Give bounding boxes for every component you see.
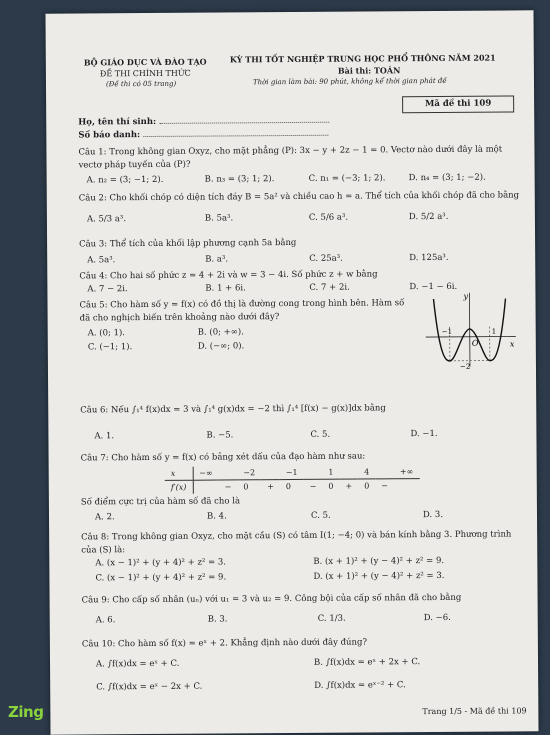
q5-stem2: đã cho nghịch biến trên khoảng nào dưới đây? bbox=[80, 312, 280, 323]
q4-option-c: C. 7 + 2i. bbox=[309, 283, 349, 293]
q9-option-d: D. −6. bbox=[424, 613, 451, 623]
q3-option-c: C. 25a³. bbox=[309, 254, 343, 264]
q10-option-c: C. ∫f(x)dx = eˣ − 2x + C. bbox=[96, 682, 202, 693]
q8-option-b: B. (x + 1)² + (y − 4)² + z² = 9. bbox=[313, 556, 444, 567]
q1-option-c: C. n₁ = (−3; 1; 2). bbox=[309, 173, 386, 184]
q7-sign-table bbox=[165, 465, 420, 494]
sign-cell: −1 bbox=[280, 466, 304, 480]
sign-cell: 0 bbox=[280, 479, 304, 493]
name-line bbox=[159, 122, 329, 124]
ministry: BỘ GIÁO DỤC VÀ ĐÀO TẠO bbox=[84, 57, 207, 68]
q8-option-d: D. (x + 1)² + (y − 4)² + z² = 3. bbox=[313, 571, 444, 582]
graph-origin-label: O bbox=[472, 339, 479, 348]
graph-tick-1: 1 bbox=[492, 328, 497, 336]
sign-cell: 0 bbox=[237, 480, 261, 494]
q9-option-b: B. 3. bbox=[208, 614, 228, 624]
q10-option-a: A. ∫f(x)dx = eˣ + C. bbox=[96, 659, 179, 670]
sign-cell: 1 bbox=[322, 466, 339, 480]
q1-option-b: B. n₃ = (3; 1; 2). bbox=[205, 174, 275, 184]
q2-option-a: A. 5/3 a³. bbox=[87, 214, 126, 224]
q2-stem: Câu 2: Cho khối chóp có diện tích đáy B = 5a² và chiều cao h = a. Thể tích của khối chóp đã cho bằng bbox=[79, 190, 519, 203]
q5-option-a: A. (0; 1). bbox=[88, 328, 125, 338]
q9-option-c: C. 1/3. bbox=[318, 614, 346, 624]
q1-option-a: A. n₂ = (3; −1; 2). bbox=[87, 175, 164, 186]
q7-option-b: B. 4. bbox=[207, 511, 227, 521]
sign-cell: x bbox=[165, 467, 193, 481]
official-label: ĐỀ THI CHÍNH THỨC bbox=[100, 69, 191, 79]
q7-stem2: Số điểm cực trị của hàm số đã cho là bbox=[81, 496, 240, 507]
graph-tick-minus2: −2 bbox=[460, 363, 470, 371]
q6-option-b: B. −5. bbox=[206, 430, 233, 440]
q1-stem: Câu 1: Trong không gian Oxyz, cho mặt phẳng (P): 3x − y + 2z − 1 = 0. Vectơ nào dưới đây là một bbox=[78, 145, 502, 158]
sign-cell: − bbox=[219, 480, 238, 494]
sign-cell: 4 bbox=[358, 465, 375, 479]
graph-y-label: y bbox=[462, 292, 468, 301]
sign-cell: +∞ bbox=[394, 465, 419, 479]
q4-stem: Câu 4: Cho hai số phức z = 4 + 2i và w = 3 − 4i. Số phức z + w bằng bbox=[79, 269, 377, 281]
exam-page bbox=[45, 10, 538, 734]
sign-cell: −∞ bbox=[193, 467, 219, 481]
q2-option-d: D. 5/2 a³. bbox=[409, 212, 449, 222]
q5-option-d: D. (−∞; 0). bbox=[198, 341, 245, 351]
q2-option-b: B. 5a³. bbox=[205, 213, 233, 223]
q10-stem: Câu 10: Cho hàm số f(x) = eˣ + 2. Khẳng định nào dưới đây đúng? bbox=[82, 637, 367, 649]
q7-option-d: D. 3. bbox=[423, 510, 443, 520]
sign-cell: −2 bbox=[237, 466, 261, 480]
q8-option-c: C. (x − 1)² + (y + 4)² + z² = 9. bbox=[95, 572, 226, 583]
exam-title: KỲ THI TỐT NGHIỆP TRUNG HỌC PHỔ THÔNG NĂM 2021 bbox=[230, 53, 496, 65]
q10-option-b: B. ∫f(x)dx = eˣ + 2x + C. bbox=[314, 657, 420, 668]
q1-stem2: vectơ pháp tuyến của (P)? bbox=[79, 160, 191, 171]
sign-cell: 0 bbox=[358, 479, 375, 493]
sign-cell: + bbox=[339, 479, 358, 493]
sign-cell: − bbox=[304, 479, 323, 493]
q7-stem: Câu 7: Cho hàm số y = f(x) có bảng xét dấu của đạo hàm như sau: bbox=[81, 451, 366, 463]
q5-stem: Câu 5: Cho hàm số y = f(x) có đồ thị là đường cong trong hình bên. Hàm số bbox=[79, 298, 404, 310]
q4-option-b: B. 1 + 6i. bbox=[205, 283, 245, 293]
graph-x-label: x bbox=[510, 339, 515, 348]
sign-cell: f′(x) bbox=[165, 480, 193, 494]
subject: Bài thi: TOÁN bbox=[338, 65, 401, 75]
sign-cell: − bbox=[375, 479, 394, 493]
q2-option-c: C. 5/6 a³. bbox=[309, 213, 348, 223]
q4-option-a: A. 7 − 2i. bbox=[87, 284, 127, 294]
q3-option-b: B. a³. bbox=[205, 254, 228, 264]
graph-y-axis bbox=[469, 293, 470, 367]
page-footer: Trang 1/5 - Mã đề thi 109 bbox=[422, 706, 526, 716]
q9-stem: Câu 9: Cho cấp số nhân (uₙ) với u₁ = 3 và u₂ = 9. Công bội của cấp số nhân đã cho bằng bbox=[82, 593, 462, 606]
q6-option-a: A. 1. bbox=[94, 431, 114, 441]
q1-option-d: D. n₄ = (3; 1; −2). bbox=[409, 173, 486, 184]
q9-option-a: A. 6. bbox=[96, 615, 116, 625]
id-field bbox=[78, 129, 328, 141]
pages-note: (Đề thi có 05 trang) bbox=[106, 80, 176, 88]
q6-option-d: D. −1. bbox=[410, 429, 437, 439]
name-field bbox=[78, 116, 329, 128]
exam-code: Mã đề thi 109 bbox=[402, 95, 514, 113]
q7-option-c: C. 5. bbox=[311, 511, 331, 521]
q8-option-a: A. (x − 1)² + (y + 4)² + z² = 3. bbox=[95, 557, 226, 568]
name-label: Họ, tên thí sinh: bbox=[78, 117, 156, 128]
sign-table-row-f bbox=[165, 479, 420, 494]
q3-option-d: D. 125a³. bbox=[409, 253, 448, 263]
q6-stem: Câu 6: Nếu ∫₁⁴ f(x)dx = 3 và ∫₁⁴ g(x)dx = −2 thì ∫₁⁴ [f(x) − g(x)]dx bằng bbox=[80, 403, 386, 415]
q5-option-c: C. (−1; 1). bbox=[88, 342, 133, 352]
q5-option-b: B. (0; +∞). bbox=[198, 327, 244, 337]
sign-cell: + bbox=[261, 480, 280, 494]
id-label: Số báo danh: bbox=[78, 130, 140, 140]
id-line bbox=[143, 135, 328, 137]
q8-stem2: của (S) là: bbox=[81, 545, 125, 555]
q6-option-c: C. 5. bbox=[310, 430, 330, 440]
q4-option-d: D. −1 − 6i. bbox=[409, 282, 457, 292]
q3-stem: Câu 3: Thể tích của khối lập phương cạnh 5a bằng bbox=[79, 238, 296, 250]
q7-option-a: A. 2. bbox=[95, 512, 115, 522]
q10-option-d: D. ∫f(x)dx = eˣ⁻² + C. bbox=[314, 680, 406, 691]
time-note: Thời gian làm bài: 90 phút, không kể thời gian phát đề bbox=[253, 77, 447, 86]
q5-graph bbox=[419, 288, 520, 371]
graph-tick-minus1: −1 bbox=[442, 328, 452, 336]
sign-cell: 0 bbox=[322, 479, 339, 493]
q8-stem: Câu 8: Trong không gian Oxyz, cho mặt cầu (S) có tâm I(1; −4; 0) và bán kính bằng 3. Phương trình bbox=[81, 529, 511, 542]
zing-watermark-logo: Zing bbox=[8, 703, 43, 721]
q3-option-a: A. 5a³. bbox=[87, 255, 115, 265]
